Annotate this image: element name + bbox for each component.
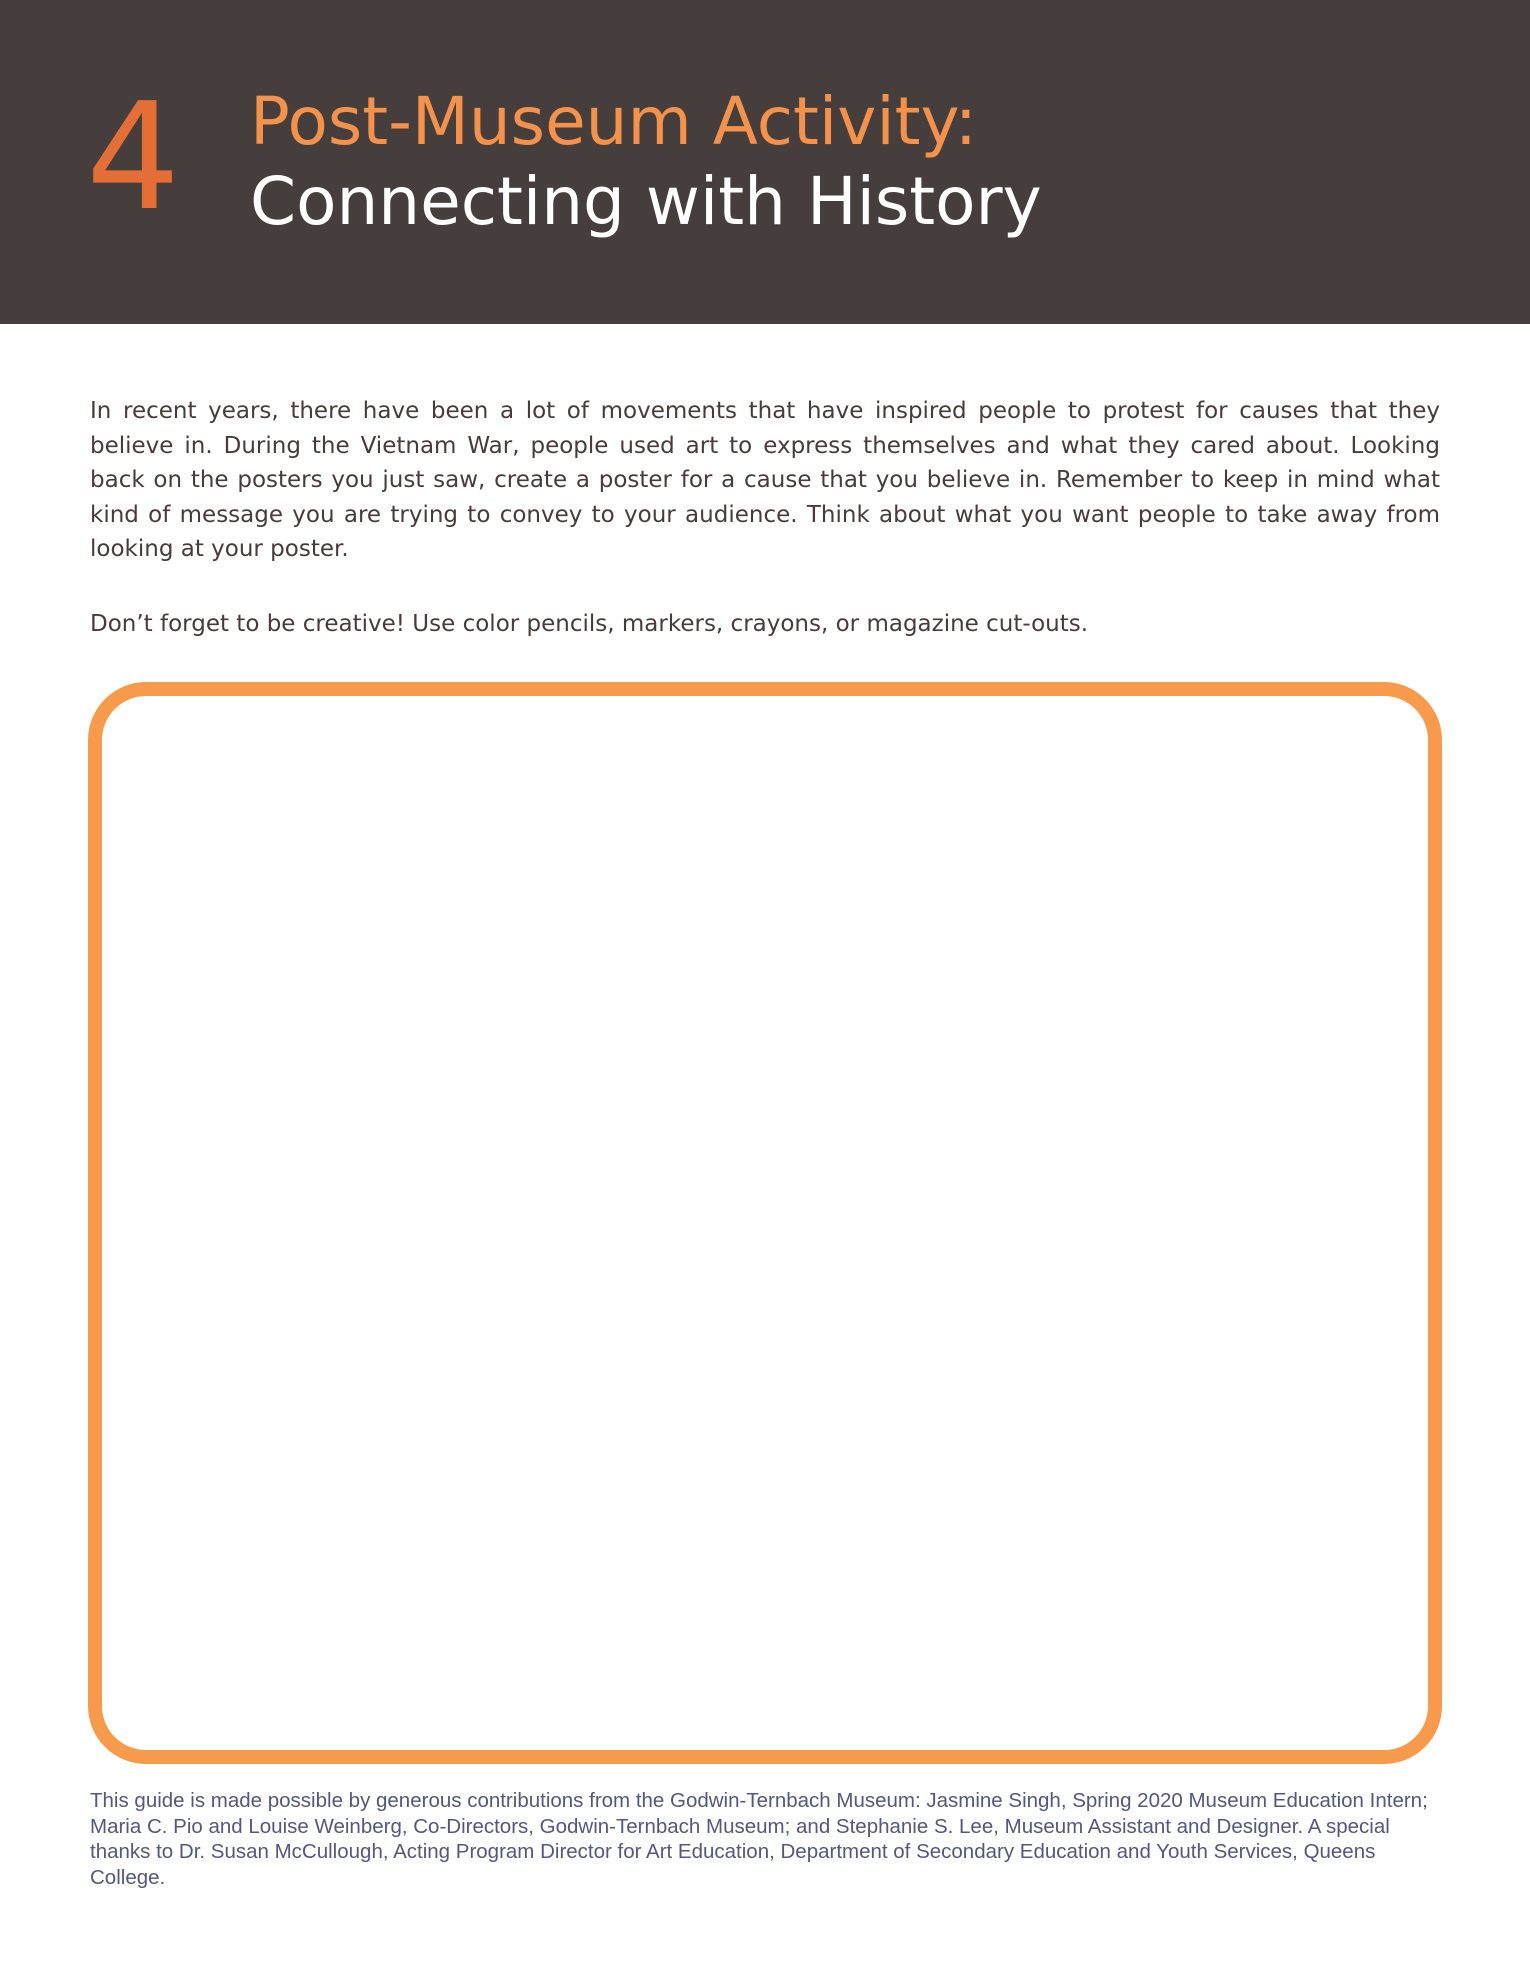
header-banner (0, 0, 1530, 324)
section-number: 4 (86, 71, 179, 243)
creative-tip: Don’t forget to be creative! Use color pencils, markers, crayons, or magazine cut-outs. (90, 611, 1089, 637)
activity-title: Post-Museum Activity: (250, 83, 978, 160)
intro-paragraph: In recent years, there have been a lot of movements that have inspired people to protest for causes that they believe in. During the Vietnam War, people used art to express themselves and what they cared about. Looking back on the posters you just saw, create a poster for a cause that you believe in. Remember to keep in mind what kind of message you are trying to convey to your audience. Think about what you want people to take away from looking at your poster. (90, 398, 1440, 562)
poster-drawing-area (88, 682, 1442, 1764)
activity-subtitle: Connecting with History (250, 163, 1042, 240)
credits-footer: This guide is made possible by generous contributions from the Godwin-Ternbach Museum: Jasmine Singh, Spring 2020 Museum Education Intern; Maria C. Pio and Louise Weinberg, Co-Directors, Godwin-Ternbach Museum; and Stephanie S. Lee, Museum Assistant and Designer. A special thanks to Dr. Susan McCullough, Acting Program Director for Art Education, Department of Secondary Education and Youth Services, Queens College. (90, 1789, 1428, 1889)
